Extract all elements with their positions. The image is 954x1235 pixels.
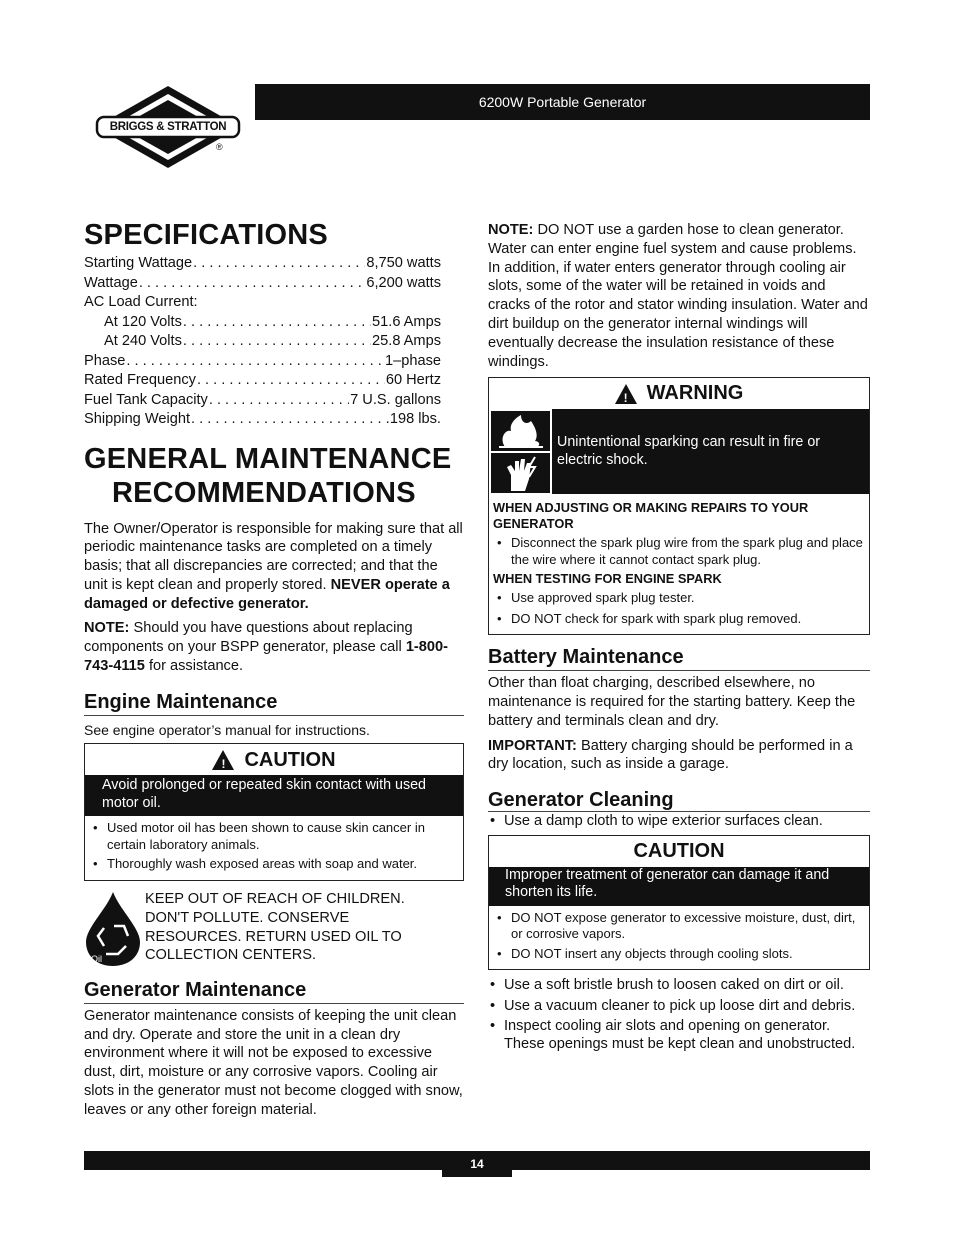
left-column: [84, 219, 464, 1120]
list-item: • Use a vacuum cleaner to pick up loose dirt and debris.: [488, 998, 870, 1016]
header-title: 6200W Portable Generator: [255, 84, 870, 120]
warning-header: [489, 378, 869, 409]
recycle-text: KEEP OUT OF REACH OF CHILDREN. DON'T POLLUTE. CONSERVE RESOURCES. RETURN USED OIL TO COLLECTION CENTERS.: [145, 890, 405, 964]
list-item: • Disconnect the spark plug wire from the spark plug and place the wire where it cannot contact spark plug.: [493, 535, 865, 568]
battery-important: IMPORTANT: Battery charging should be performed in a dry location, such as inside a garage.: [488, 737, 853, 773]
spec-row: At 120 Volts . . . 51.6 Amps: [84, 313, 441, 333]
cleaning-list: [488, 977, 870, 1053]
list-item: • Use a damp cloth to wipe exterior surfaces clean.: [488, 812, 870, 831]
cleaning-caution-box: [488, 835, 870, 971]
list-item: • Use approved spark plug tester.: [493, 590, 865, 607]
list-item: • DO NOT insert any objects through cooling slots.: [493, 946, 865, 963]
list-item: • Thoroughly wash exposed areas with soap and water.: [89, 856, 459, 873]
page-number: 14: [442, 1151, 512, 1177]
engine-caution-box: [84, 743, 464, 881]
generator-cleaning-heading: Generator Cleaning: [488, 791, 870, 812]
note-paragraph: NOTE: Should you have questions about replacing components on your BSPP generator, please call 1-800-743-4115 for assistance.: [84, 620, 448, 675]
warning-box: [488, 377, 870, 635]
warning-text: Unintentional sparking can result in fire or electric shock.: [557, 434, 821, 468]
caution-list: [85, 816, 463, 880]
caution-label: CAUTION: [244, 748, 336, 771]
right-column: [488, 221, 870, 1053]
warning-label: WARNING: [646, 382, 744, 405]
electric-shock-icon: [491, 453, 550, 493]
owner-paragraph: The Owner/Operator is responsible for making sure that all periodic maintenance tasks are completed on a timely basis; that all discrepancies are corrected; and that the unit is kept clean and properly stored. NEVER operate a damaged or defective generator.: [84, 520, 463, 612]
warning-details: [489, 494, 869, 634]
warning-subheading: WHEN ADJUSTING OR MAKING REPAIRS TO YOUR GENERATOR: [493, 500, 809, 532]
generator-maintenance-heading: Generator Maintenance: [84, 981, 464, 1004]
spec-row: AC Load Current:: [84, 294, 198, 310]
list-item: • Use a soft bristle brush to loosen caked on dirt or oil.: [488, 977, 870, 995]
warning-triangle-icon: !: [212, 750, 234, 770]
spec-row: Rated Frequency . . . 60 Hertz: [84, 371, 441, 391]
engine-text: See engine operator’s manual for instructions.: [84, 721, 370, 738]
briggs-stratton-logo: [92, 84, 244, 170]
specs-table: [84, 254, 441, 430]
caution-list: [489, 906, 869, 970]
cleaning-first-list: [488, 812, 870, 831]
list-item: • DO NOT check for spark with spark plug removed.: [493, 611, 865, 628]
list-item: • DO NOT expose generator to excessive moisture, dust, dirt, or corrosive vapors.: [493, 910, 865, 943]
caution-text: Improper treatment of generator can damage it and shorten its life.: [489, 867, 869, 906]
spec-row: Phase . . . 1–phase: [84, 352, 441, 372]
recommendations-title: RECOMMENDATIONS: [112, 476, 416, 509]
logo-text: BRIGGS & STRATTON: [109, 121, 227, 133]
spec-row: Fuel Tank Capacity . . . 7 U.S. gallons: [84, 391, 441, 411]
fire-icon: [491, 411, 550, 451]
battery-maintenance-heading: Battery Maintenance: [488, 648, 870, 671]
engine-maintenance-heading: Engine Maintenance: [84, 693, 464, 716]
hose-note: NOTE: DO NOT use a garden hose to clean generator. Water can enter engine fuel system and cause problems. In addition, if water enters generator through cooling air slots, some of the water will be retained in voids and cracks of the rotor and stator winding insulation. Water and dirt buildup on the generator internal windings will eventually decrease the insulation resistance of these windings.: [488, 222, 868, 370]
caution-label: CAUTION: [633, 839, 725, 862]
warning-triangle-icon: !: [615, 384, 637, 404]
list-item: • Inspect cooling air slots and opening on generator. These openings must be kept clean and unobstructed.: [488, 1018, 870, 1053]
warning-subheading: WHEN TESTING FOR ENGINE SPARK: [493, 571, 722, 587]
general-maintenance-title: GENERAL MAINTENANCE: [84, 442, 452, 475]
list-item: • Used motor oil has been shown to cause skin cancer in certain laboratory animals.: [89, 820, 459, 853]
oil-icon-label: Oil: [91, 953, 102, 964]
warning-body: [489, 409, 869, 494]
spec-row: Wattage . . . 6,200 watts: [84, 274, 441, 294]
recycle-notice: [84, 884, 464, 974]
registered-mark: ®: [216, 142, 223, 152]
spec-row: At 240 Volts . . . 25.8 Amps: [84, 332, 441, 352]
caution-header: [489, 836, 869, 867]
spec-row: Starting Wattage . . . 8,750 watts: [84, 254, 441, 274]
caution-header: [85, 744, 463, 775]
battery-text: Other than float charging, described elsewhere, no maintenance is required for the starting battery. Keep the battery and terminals clean and dry.: [488, 675, 856, 729]
specifications-title: SPECIFICATIONS: [84, 219, 328, 251]
spec-row: Shipping Weight . . . 198 lbs.: [84, 410, 441, 430]
generator-text: Generator maintenance consists of keeping the unit clean and dry. Operate and store the unit in a clean dry environment where it will not be exposed to excessive dust, dirt, moisture or any corrosive vapors. Cooling air slots in the generator must not become clogged with snow, leaves or any other foreign material.: [84, 1007, 463, 1118]
caution-text: Avoid prolonged or repeated skin contact with used motor oil.: [85, 775, 463, 816]
